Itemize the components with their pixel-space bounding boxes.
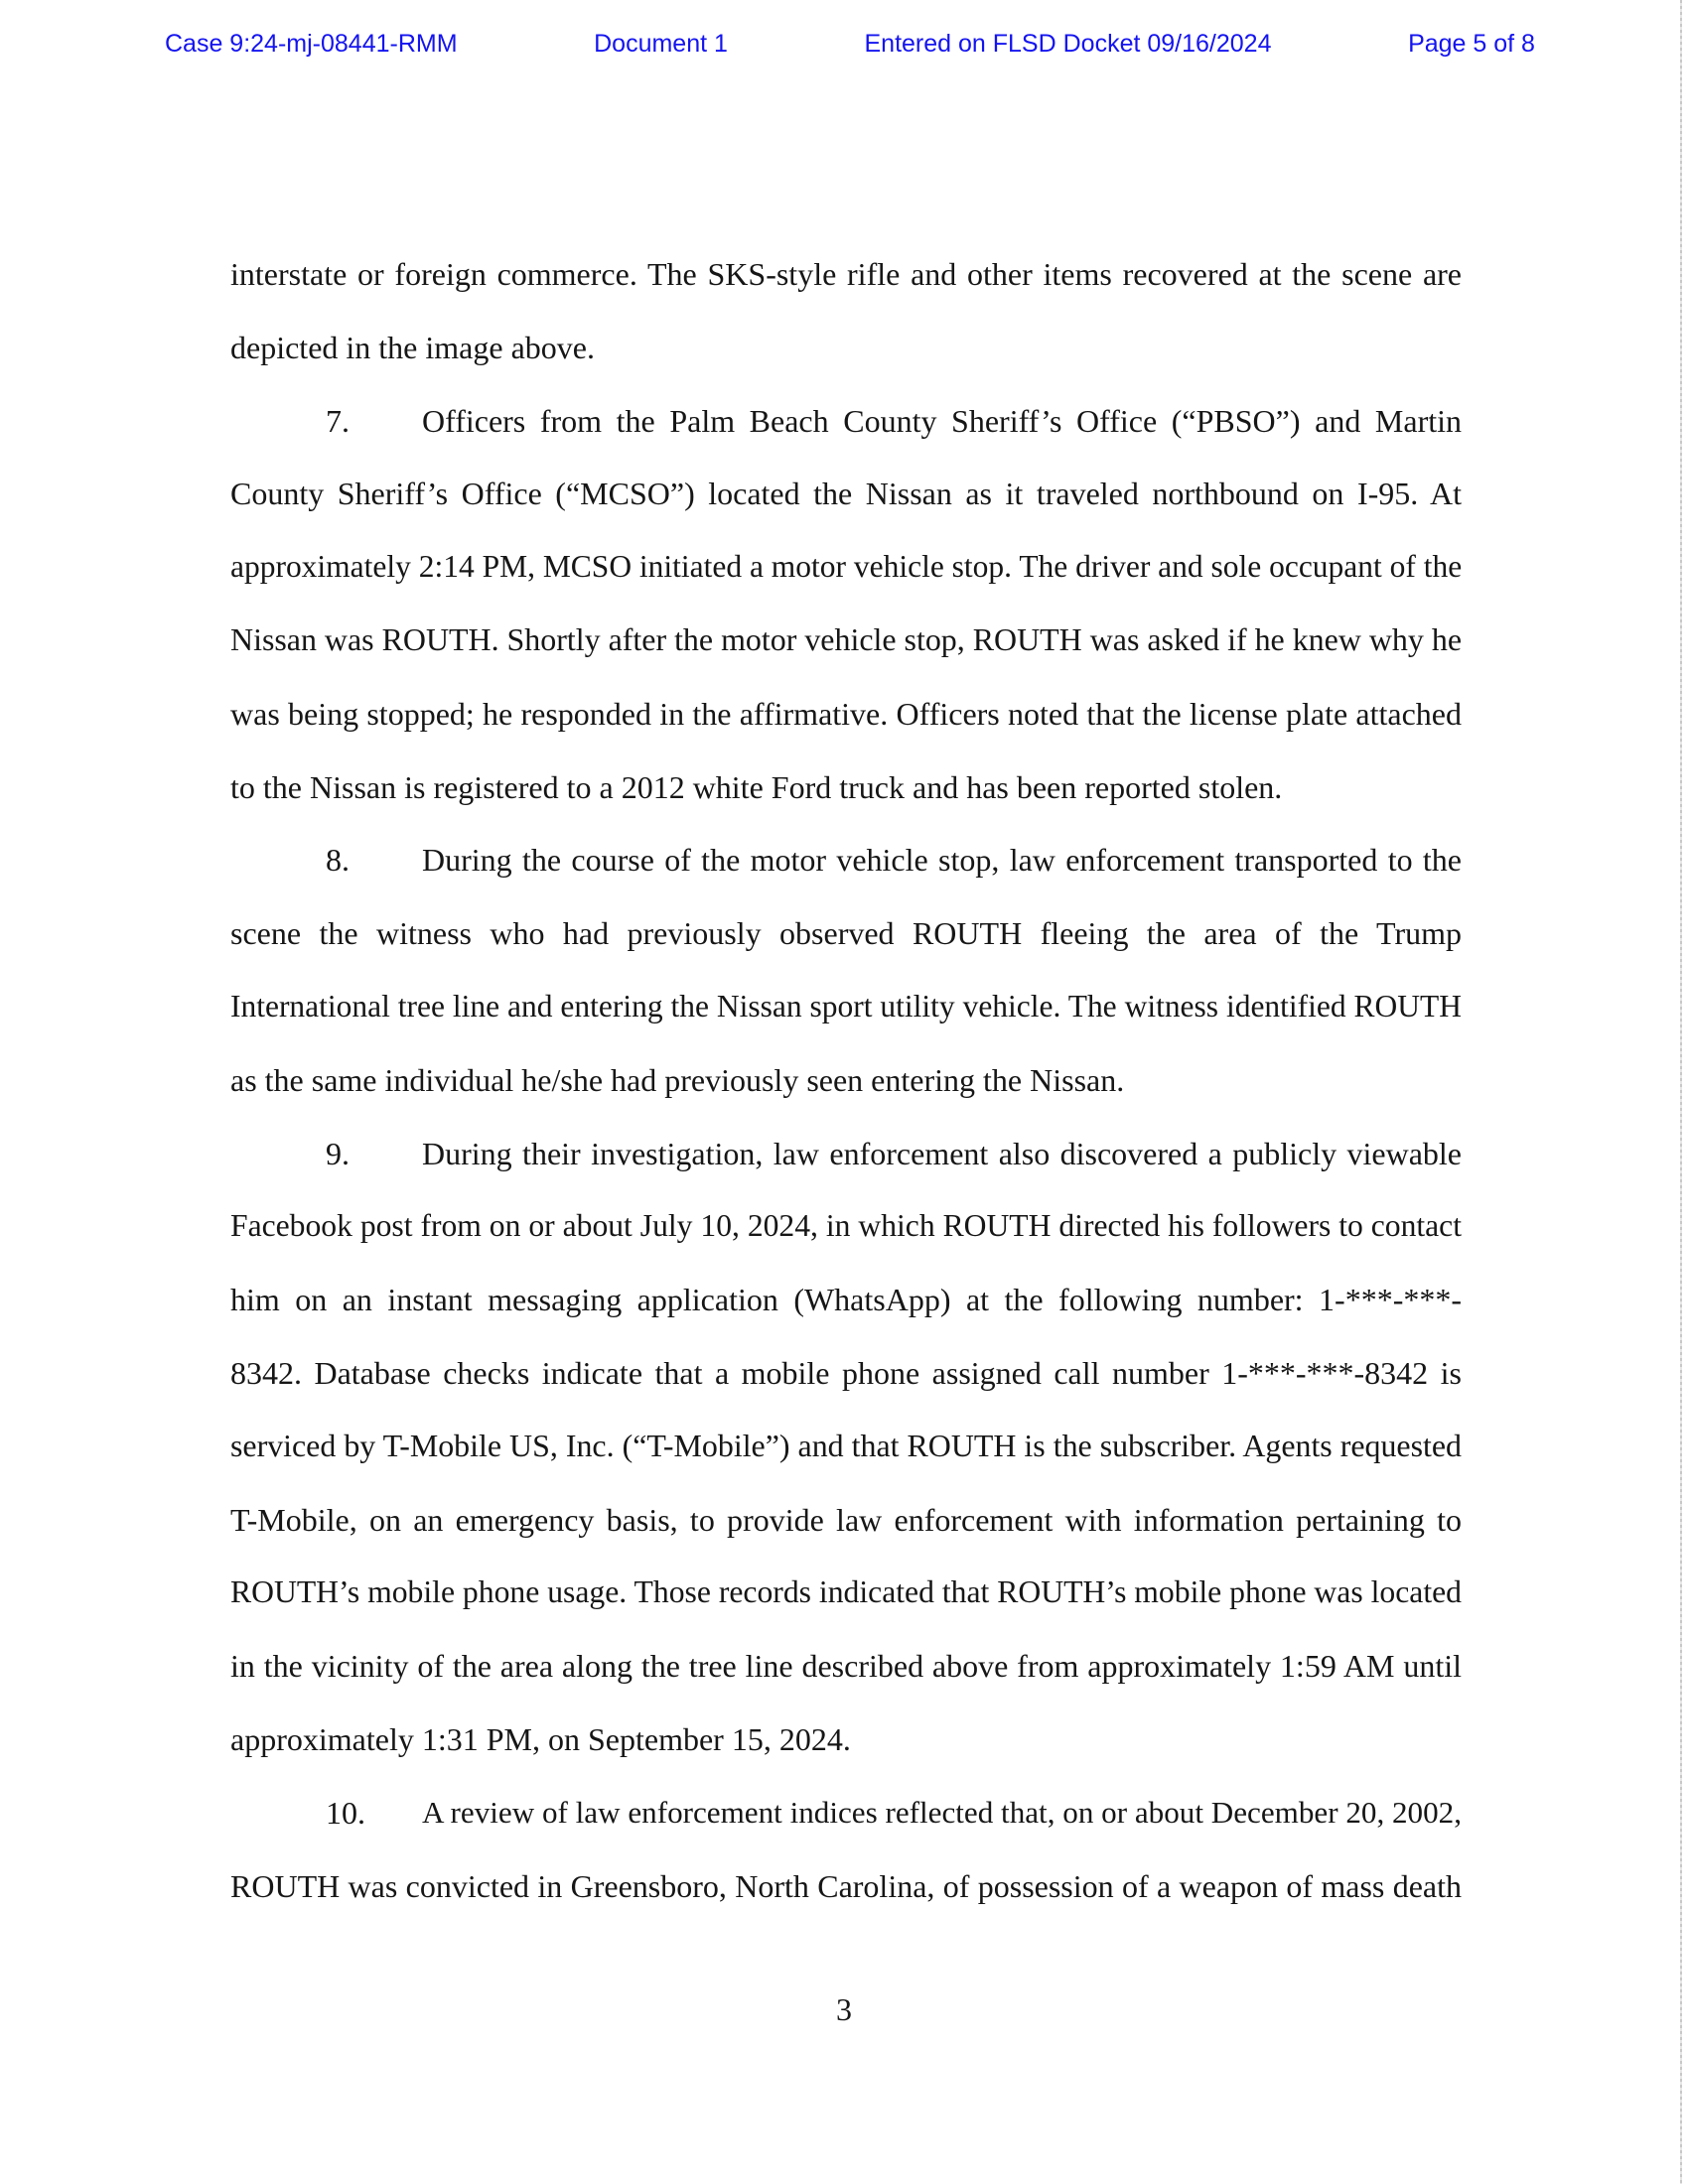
header-page-count: Page 5 of 8 [1408, 30, 1535, 58]
scan-edge-border [1680, 0, 1682, 2184]
text-line: depicted in the image above. [230, 330, 595, 365]
header-case-number: Case 9:24-mj-08441-RMM [165, 30, 458, 58]
paragraph-number: 8. [326, 842, 350, 878]
text-line: County Sheriff’s Office (“MCSO”) located the Nissan as it traveled northbound on I-95. At [230, 476, 1462, 511]
text-line: as the same individual he/she had previously seen entering the Nissan. [230, 1062, 1125, 1098]
text-line: Nissan was ROUTH. Shortly after the motor vehicle stop, ROUTH was asked if he knew why he [230, 622, 1462, 657]
text-line: T-Mobile, on an emergency basis, to provide law enforcement with information pertaining to [230, 1502, 1462, 1538]
text-line: International tree line and entering the Nissan sport utility vehicle. The witness identified ROUTH [230, 989, 1462, 1024]
text-line: ROUTH’s mobile phone usage. Those records indicated that ROUTH’s mobile phone was located [230, 1574, 1462, 1609]
paragraph-number: 9. [326, 1136, 350, 1171]
text-line: A review of law enforcement indices reflected that, on or about December 20, 2002, [422, 1795, 1462, 1830]
text-line: serviced by T-Mobile US, Inc. (“T-Mobile”) and that ROUTH is the subscriber. Agents requested [230, 1429, 1462, 1463]
text-line: 8342. Database checks indicate that a mobile phone assigned call number 1-***-***-8342 is [230, 1355, 1462, 1391]
text-line: scene the witness who had previously observed ROUTH fleeing the area of the Trump [230, 915, 1462, 951]
court-filing-header [165, 29, 1535, 59]
text-line: Officers from the Palm Beach County Sheriff’s Office (“PBSO”) and Martin [422, 403, 1462, 439]
text-line: approximately 2:14 PM, MCSO initiated a motor vehicle stop. The driver and sole occupant of the [230, 549, 1463, 584]
text-line: During the course of the motor vehicle stop, law enforcement transported to the [422, 842, 1462, 878]
text-line: Facebook post from on or about July 10, 2024, in which ROUTH directed his followers to contact [230, 1208, 1462, 1243]
text-line: him on an instant messaging application (WhatsApp) at the following number: 1-***-***- [230, 1282, 1462, 1317]
header-entered-docket: Entered on FLSD Docket 09/16/2024 [864, 30, 1272, 58]
page-number: 3 [836, 1991, 852, 2027]
paragraph-number: 10. [326, 1795, 365, 1831]
text-line: was being stopped; he responded in the affirmative. Officers noted that the license plate attached [230, 696, 1462, 732]
text-line: approximately 1:31 PM, on September 15, 2024. [230, 1721, 851, 1757]
text-line: in the vicinity of the area along the tree line described above from approximately 1:59 AM until [230, 1648, 1462, 1684]
paragraph-number: 7. [326, 403, 350, 439]
text-line: to the Nissan is registered to a 2012 white Ford truck and has been reported stolen. [230, 769, 1283, 805]
header-document-number: Document 1 [594, 30, 728, 58]
text-line: During their investigation, law enforcement also discovered a publicly viewable [422, 1136, 1462, 1171]
text-line: interstate or foreign commerce. The SKS-style rifle and other items recovered at the scene are [230, 256, 1462, 292]
text-line: ROUTH was convicted in Greensboro, North Carolina, of possession of a weapon of mass death [230, 1868, 1462, 1904]
